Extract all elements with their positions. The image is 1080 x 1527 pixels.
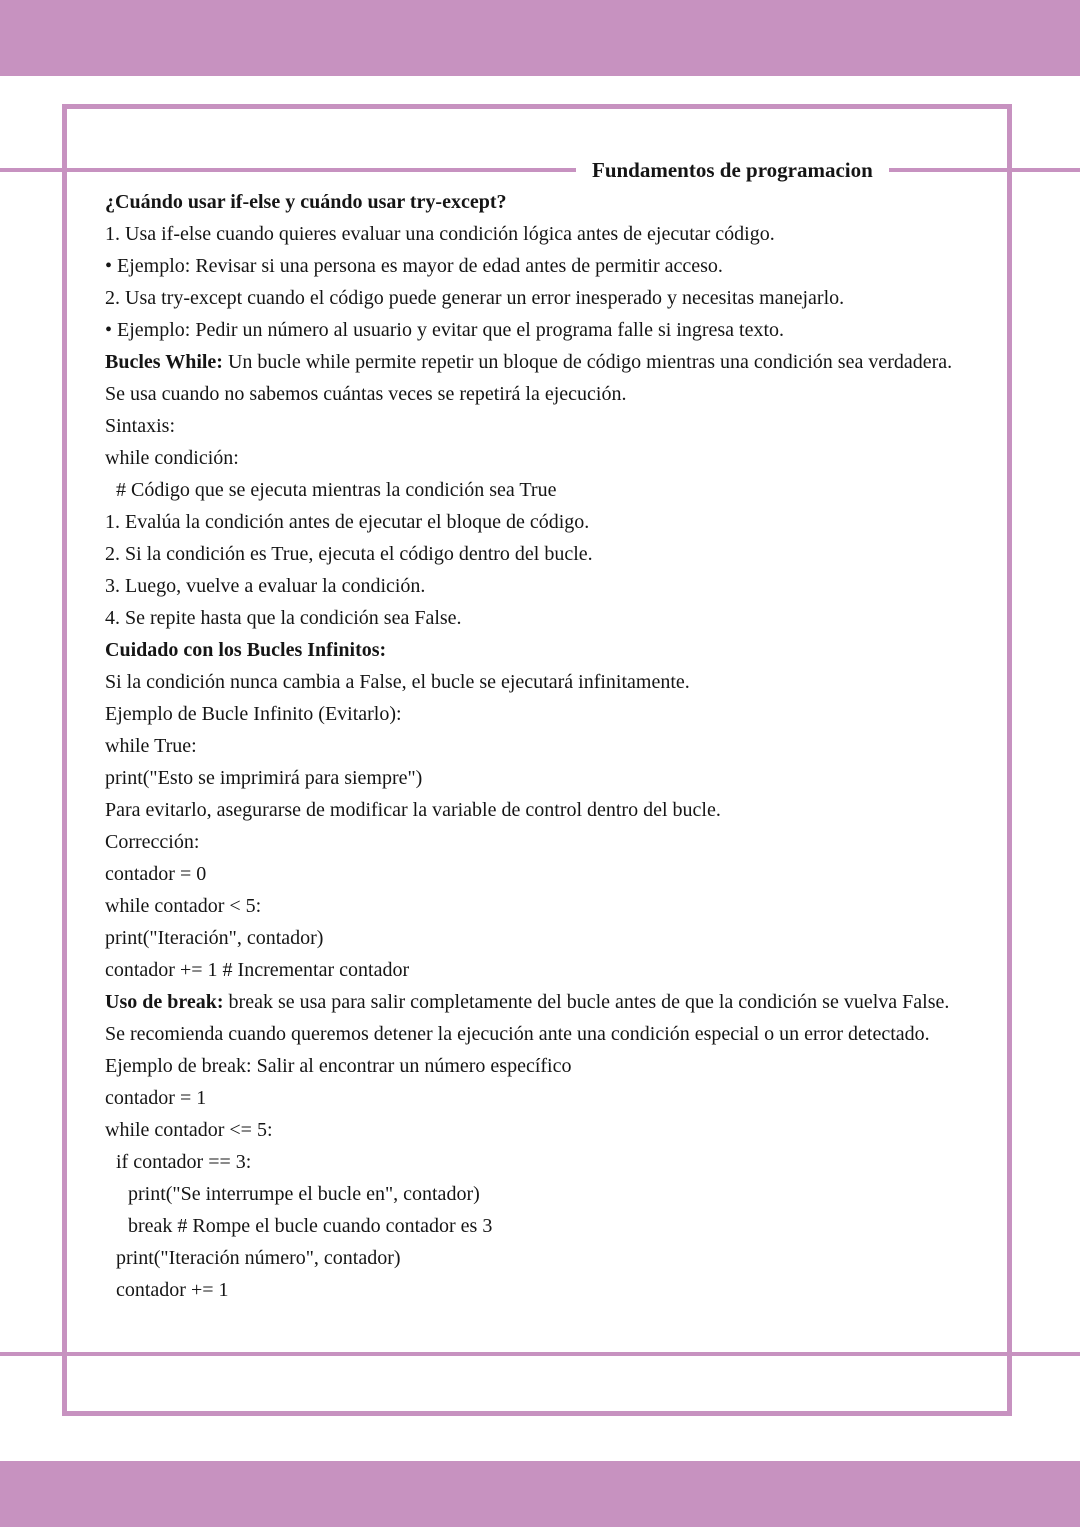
text-line: while contador <= 5: <box>105 1119 273 1141</box>
text-line: 2. Usa try-except cuando el código puede generar un error inesperado y necesitas manejarlo. <box>105 287 845 309</box>
text-line: Para evitarlo, asegurarse de modificar la variable de control dentro del bucle. <box>105 799 721 821</box>
content-area <box>105 186 985 1306</box>
text-line: Ejemplo de break: Salir al encontrar un número específico <box>105 1055 572 1077</box>
title-rule-row <box>0 152 1080 188</box>
text-line: Bucles While: Un bucle while permite repetir un bloque de código mientras una condición sea verdadera. <box>105 351 953 373</box>
text-line: • Ejemplo: Revisar si una persona es mayor de edad antes de permitir acceso. <box>105 255 723 277</box>
text-line: Se recomienda cuando queremos detener la ejecución ante una condición especial o un error detectado. <box>105 1023 930 1045</box>
text-line-bold: ¿Cuándo usar if-else y cuándo usar try-except? <box>105 191 507 213</box>
text-line: 1. Usa if-else cuando quieres evaluar una condición lógica antes de ejecutar código. <box>105 223 775 245</box>
text-line: if contador == 3: <box>116 1151 252 1173</box>
text-line: # Código que se ejecuta mientras la condición sea True <box>116 479 557 501</box>
text-line-bold: Cuidado con los Bucles Infinitos: <box>105 639 387 661</box>
text-line: print("Iteración", contador) <box>105 927 324 949</box>
text-line: 4. Se repite hasta que la condición sea False. <box>105 607 462 629</box>
page-title: Fundamentos de programacion <box>592 157 873 182</box>
text-line: 1. Evalúa la condición antes de ejecutar el bloque de código. <box>105 511 590 533</box>
text-line: Sintaxis: <box>105 415 176 437</box>
text-line: print("Iteración número", contador) <box>116 1247 401 1269</box>
text-line: break # Rompe el bucle cuando contador es 3 <box>128 1215 493 1237</box>
bottom-accent-band <box>0 1461 1080 1527</box>
text-line: print("Esto se imprimirá para siempre") <box>105 767 423 789</box>
title-rule-right <box>889 168 1080 172</box>
text-line: Si la condición nunca cambia a False, el bucle se ejecutará infinitamente. <box>105 671 690 693</box>
text-line: • Ejemplo: Pedir un número al usuario y evitar que el programa falle si ingresa texto. <box>105 319 785 341</box>
text-line-bold: Uso de break: <box>105 991 224 1013</box>
text-line: Ejemplo de Bucle Infinito (Evitarlo): <box>105 703 402 725</box>
text-line: while contador < 5: <box>105 895 262 917</box>
top-accent-band <box>0 0 1080 76</box>
text-line: contador = 1 <box>105 1087 207 1109</box>
text-line-bold: Bucles While: <box>105 351 223 373</box>
text-line: Corrección: <box>105 831 200 853</box>
text-line: Se usa cuando no sabemos cuántas veces se repetirá la ejecución. <box>105 383 627 405</box>
text-line: contador = 0 <box>105 863 207 885</box>
text-line: contador += 1 # Incrementar contador <box>105 959 410 981</box>
title-rule-left <box>0 168 576 172</box>
bottom-rule <box>0 1352 1080 1356</box>
text-line: print("Se interrumpe el bucle en", contador) <box>128 1183 480 1205</box>
text-line: Uso de break: break se usa para salir completamente del bucle antes de que la condición se vuelva False. <box>105 991 950 1013</box>
text-line <box>105 186 985 218</box>
text-line <box>105 634 985 666</box>
text-line: 2. Si la condición es True, ejecuta el código dentro del bucle. <box>105 543 593 565</box>
text-line: 3. Luego, vuelve a evaluar la condición. <box>105 575 426 597</box>
text-line: while True: <box>105 735 197 757</box>
text-line: while condición: <box>105 447 239 469</box>
text-line: contador += 1 <box>116 1279 229 1301</box>
